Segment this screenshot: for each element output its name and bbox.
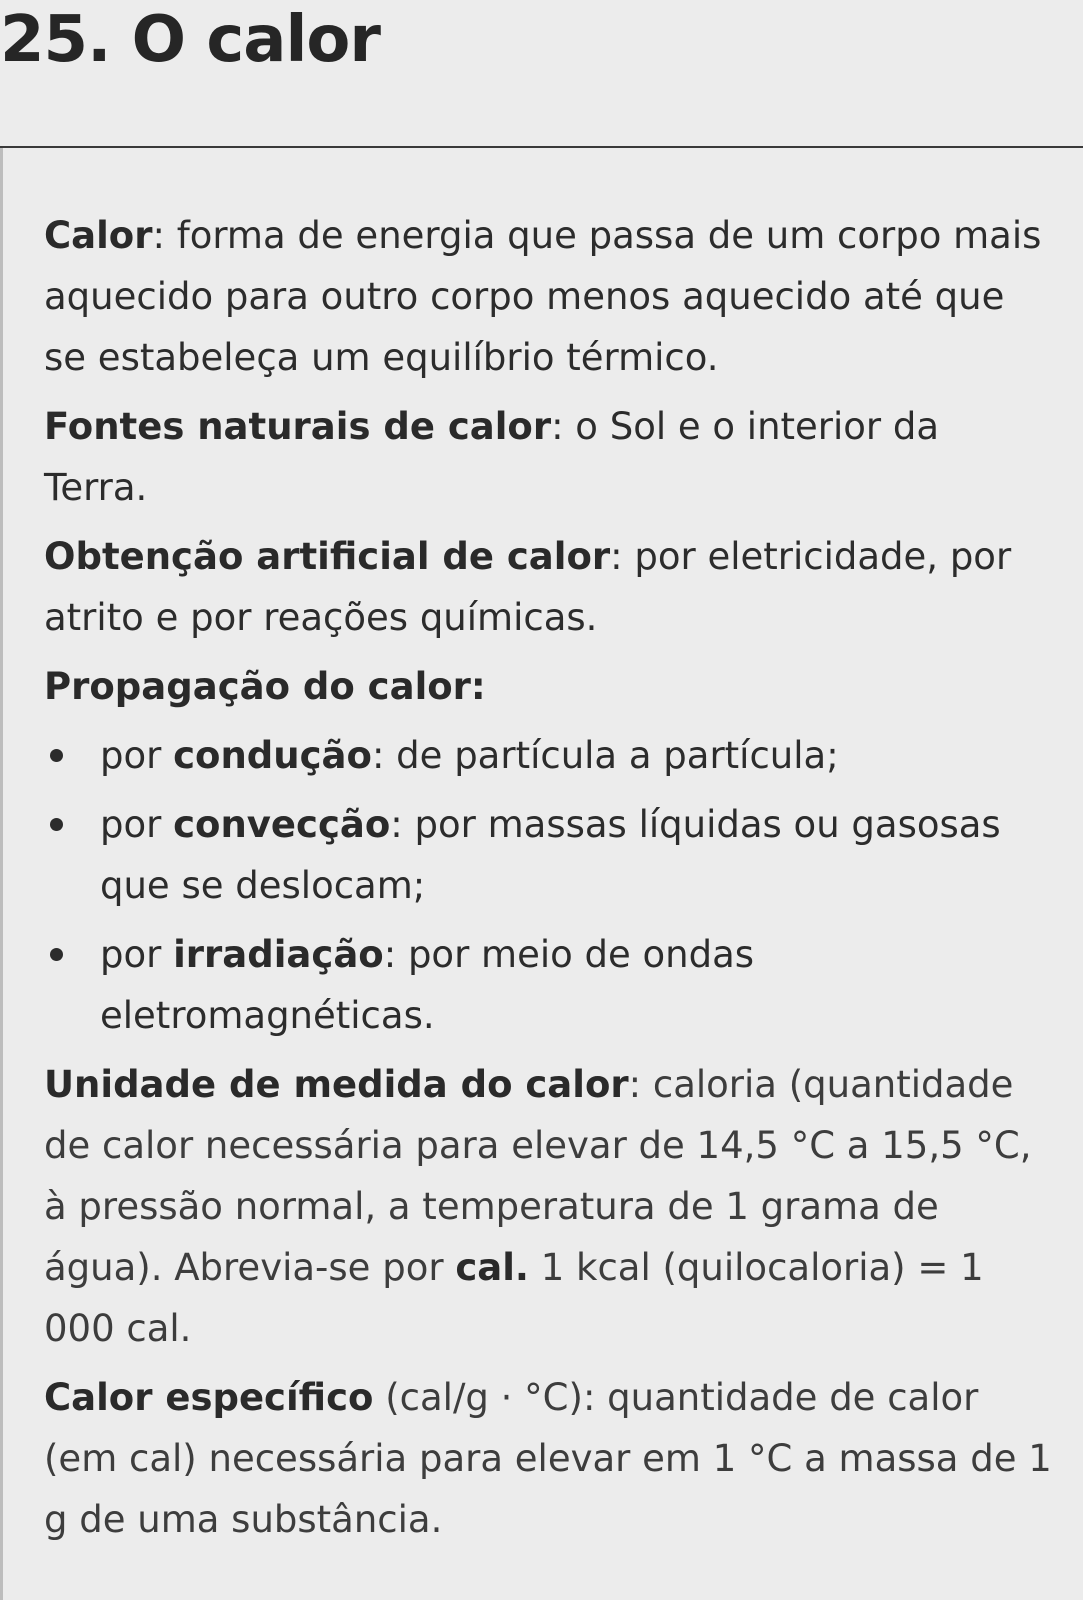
term-propagacao: Propagação do calor: xyxy=(44,665,486,708)
page-title: 25. O calor xyxy=(0,3,380,77)
definition-especifico xyxy=(44,1367,1054,1550)
definition-unidade-text2: 1 kcal (quilocaloria) = 1 000 cal. xyxy=(44,1246,984,1350)
term-calor: Calor xyxy=(44,214,153,257)
propagation-list xyxy=(44,725,1054,1046)
term-conveccao: convecção xyxy=(173,803,391,846)
bullet-text: : por meio de ondas eletromagnéticas. xyxy=(100,933,755,1037)
definition-fontes-text: : o Sol e o interior da Terra. xyxy=(44,405,940,509)
list-item xyxy=(44,794,1054,916)
bullet-text: : por massas líquidas ou gasosas que se deslocam; xyxy=(100,803,1001,907)
bullet-prefix: por xyxy=(100,933,174,976)
bullet-prefix: por xyxy=(100,734,174,777)
bullet-prefix: por xyxy=(100,803,174,846)
definition-fontes xyxy=(44,396,1054,518)
list-item xyxy=(44,725,1054,786)
heading-propagacao xyxy=(44,656,1054,717)
content-box xyxy=(44,205,1054,1558)
term-fontes: Fontes naturais de calor xyxy=(44,405,552,448)
definition-especifico-text: (cal/g · °C): quantidade de calor (em cal) necessária para elevar em 1 °C a massa de 1 g de uma substância. xyxy=(44,1376,1052,1541)
abbr-cal: cal. xyxy=(455,1246,529,1289)
definition-unidade-text: : caloria (quantidade de calor necessária para elevar de 14,5 °C a 15,5 °C, à pressão normal, a temperatura de 1 grama de água). Abrevia-se por xyxy=(44,1063,1032,1289)
term-conducao: condução xyxy=(173,734,372,777)
term-especifico: Calor específico xyxy=(44,1376,374,1419)
definition-obtencao xyxy=(44,526,1054,648)
definition-unidade xyxy=(44,1054,1054,1359)
term-irradiacao: irradiação xyxy=(173,933,384,976)
term-obtencao: Obtenção artificial de calor xyxy=(44,535,611,578)
bullet-icon xyxy=(50,948,63,961)
definition-calor xyxy=(44,205,1054,388)
bullet-icon xyxy=(50,749,63,762)
definition-calor-text: : forma de energia que passa de um corpo mais aquecido para outro corpo menos aquecido até que se estabeleça um equilíbrio térmico. xyxy=(44,214,1042,379)
bullet-text: : de partícula a partícula; xyxy=(371,734,839,777)
box-left-border xyxy=(0,148,3,1600)
title-divider xyxy=(0,146,1083,148)
definition-obtencao-text: : por eletricidade, por atrito e por reações químicas. xyxy=(44,535,1012,639)
term-unidade: Unidade de medida do calor xyxy=(44,1063,629,1106)
bullet-icon xyxy=(50,818,63,831)
list-item xyxy=(44,924,1054,1046)
